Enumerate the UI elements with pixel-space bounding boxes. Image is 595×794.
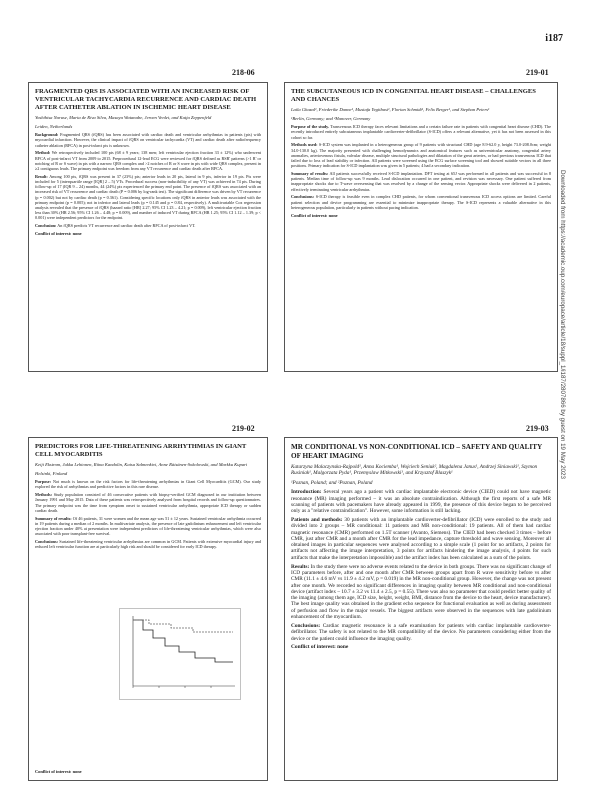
conflict-of-interest: Conflict of interest: none (291, 212, 338, 218)
conflict-of-interest: Conflict of interest: none (35, 769, 82, 774)
abstract-authors: Yoshihisa Naruse, Marta de Riva Silva, Masaya Watanabe, Jeroen Venlet, and Katja Zeppenfeld (35, 115, 212, 120)
abstract-paragraph: Results: In the study there were no adverse events related to the device in both groups. There was no significant change of ICD parameters before, after and one month after CMR between groups apart from R wave sensitivity before vs after CMR (11.1 ± 4.6 mV vs 11.9 ± 4.2 mV, p = 0.019) in the MR non-conditional group. However, the change was not present after one month. We recorded no significant differences in imaging quality between MR conditional and non-conditional device (artifact index – 10.7 ± 3.2 vs 11.4 ± 2.5, p = 0.55). There was also no parameter that could predict better quality of the imaging (among them age, ICD size, height, weight, BMI, distance from the device to the heart, device manufacturer). The best image quality was obtained in the gradient echo sequence for functional evaluation as well as during assessment of perfusion and flow in the major vessels. The biggest artifacts were observed in the sequences with late gadolinium enhancement of the myocardium. (291, 563, 552, 621)
abstract-authors: Keiji Ekstrom, Jukka Lehtonen, Riina Kandolin, Kaisa Salmenkivi, Anne Räisänen-Sokolowski, and Markku Kupari (35, 462, 248, 467)
figure-graphic (119, 608, 241, 700)
abstract-paragraph: Purpose: Not much is known on the risk factors for life-threatening arrhythmias in Giant Cell Myocarditis (GCM). Our study explored the risk of arrhythmias and predictive factors in this rare disease. (35, 479, 261, 490)
abstract-paragraph: Background: Fragmented QRS (fQRS) has been associated with cardiac death and ventricular arrhythmias in patients (pts) with myocardial infarction. However, the clinical impact of fQRS on ventricular tachycardia (VT) and cardiac death after radiofrequency catheter ablation (RFCA) in post-infarct pts is unknown. (35, 132, 261, 148)
abstract-box (284, 82, 558, 372)
abstract-authors: Katarzyna Malaczynska-Rajpold¹, Anna Kociemba¹, Wojciech Seniuk², Magdalena Janus¹, Andrzej Siniawski¹, Szymon Rusiniak¹, Malgorzata Pyda¹, Przemyslaw Mitkowski¹, and Krzysztof Blaszyk¹ (291, 464, 538, 477)
page-number: i187 (545, 33, 563, 44)
abstract-box (28, 437, 268, 781)
abstract-id: 218-06 (232, 68, 255, 77)
abstract-paragraph: Conclusions: Cardiac magnetic resonance is a safe examination for patients with cardiac implantable cardioverter-defibrillator. The safety is not related to the MR compatibility of the device. No parameters considering either from the device or the patient could influence the imaging quality. (291, 622, 551, 642)
abstract-paragraph: Method: We retrospectively included 100 pts (68 ± 9 years; 138 men; left ventricular ejection fraction 33 ± 12%) who underwent RFCA of post-infarct VT from 2009 to 2015. Preprocedural 12-lead ECG were reviewed for fQRS defined as RSR' patterns (>1 R' or notching of R or S wave) in pts with a narrow QRS complex and >2 notches of R or S wave in pts with wide QRS complex, present in ≥2 contiguous leads. The primary endpoint was freedom from any VT recurrence and cardiac death after RFCA. (35, 150, 261, 171)
abstract-box (28, 82, 268, 372)
conflict-of-interest: Conflict of interest: none (291, 644, 349, 651)
kaplan-meier-figure (119, 608, 241, 700)
abstract-affiliation: Leiden, Netherlands (35, 123, 73, 129)
abstract-paragraph: Purpose of the study. Transvenous ICD therapy faces relevant limitations and a certain failure rate in patients with congenital heart disease (CHD). The recently introduced entirely subcutaneous implantable cardioverter-defibrillator (S-ICD) offers a relevant alternative, yet it has not been assessed in this cohort so far. (291, 124, 551, 140)
abstract-id: 219-01 (526, 68, 549, 77)
abstract-paragraph: Conclusions: Sustained life-threatening ventricular arrhythmias are common in GCM. Patients with extensive myocardial injury and reduced left ventricular function are at particularly high risk and should be considered for early ICD therapy. (35, 539, 261, 550)
abstract-paragraph: Conclusion: An fQRS predicts VT recurrence and cardiac death after RFCA of post-infarct VT. (35, 223, 196, 229)
abstract-title: THE SUBCUTANEOUS ICD IN CONGENITAL HEART DISEASE – CHALLENGES AND CHANCES (291, 88, 536, 103)
abstract-title: FRAGMENTED QRS IS ASSOCIATED WITH AN INCREASED RISK OF VENTRICULAR TACHYCARDIA RECURRENCE AND CARDIAC DEATH AFTER CATHETER ABLATION IN ISCHEMIC HEART DISEASE (35, 88, 257, 111)
abstract-title: PREDICTORS FOR LIFE-THREATENING ARRHYTHMIAS IN GIANT CELL MYOCARDITIS (35, 443, 247, 458)
abstract-id: 219-03 (526, 424, 549, 433)
abstract-paragraph: Conclusions: S-ICD therapy is feasible even in complex CHD patients, for whom conventional transvenous ICD access options are limited. Careful patient selection and device programming are essential to minimize inappropriate therapy. The S-ICD represents a valuable alternative in this heterogeneous population, particularly in patients without pacing indication. (291, 194, 551, 210)
abstract-paragraph: Summary of results: Of 46 patients, 31 were women and the mean age was 51 ± 12 years. Sustained ventricular arrhythmia occurred in 19 patients during a median of 2 months. In multivariate analysis, the presence of late gadolinium enhancement and left ventricular ejection fraction under 40% at presentation were independent predictors of life-threatening ventricular arrhythmias, which were also associated with poor transplant-free survival. (35, 515, 262, 537)
abstract-box (284, 437, 558, 781)
conflict-of-interest: Conflict of interest: none (35, 231, 82, 237)
abstract-affiliation: ¹Berlin, Germany; and ²Hanover, Germany (291, 115, 371, 121)
abstract-paragraph: Methods: Study population consisted of 46 consecutive patients with biopsy-verified GCM diagnosed in our institution between January 1991 and May 2015. Data of these patients was retrospectively analysed from hospital records and follow-up questionnaires. The primary endpoint was the time from symptom onset to sustained ventricular arrhythmia, appropriate ICD therapy or sudden cardiac death. (35, 492, 261, 513)
abstract-id: 219-02 (232, 424, 255, 433)
abstract-paragraph: Methods used: S-ICD system was implanted in a heterogeneous group of 9 patients with structural CHD (age 8.9-62.0 y, height 73.0-208.0cm; weight 34.0-130.0 kg). The majority presented with challenging hemodynamics and anatomical features such as univentricular anatomy, congenital artery anomalies, arteriovenous fistula, valvular disease, multiple structural pathologies and dilatation of the great arteries, or had previous transvenous ICD that failed due to loss of lead stability or infection. All patients were screened using the ECG surface screening tool and showed suitable vectors in all three positions. Primary indication for S-ICD implantation was given in 5 patients; 4 had a secondary indication. (291, 142, 551, 169)
abstract-paragraph: Patients and methods: 30 patients with an implantable cardioverter-defibrillator (ICD) were enrolled to the study and divided into 2 groups – MR conditional: 11 patients and MR non-conditional: 19 patients. All of them had cardiac magnetic resonance (CMR) performed on 1.5T scanner (Avanto, Siemens). The CIED had been checked 3 times – before CMR, just after CMR and a month after CMR for the lead impedance, capture threshold and wave sensing. Moreover all obtained images in particular sequences were analysed according to a simple scale (1 point for no artifacts, 2 points for artifacts not affecting the image interpretation, 3 points for artifacts hindering the image analysis, 4 points for such artifacts that make the interpretation impossible) and the artifact index has been calculated as a sum of the points. (291, 517, 551, 561)
abstract-paragraph: Summary of results: All patients successfully received S-ICD implantation. DFT testing at 65J was performed in all patients and was successful in 8 patients. Median time of follow-up was 9 months. Lead dislocation occurred in one patient, and revision was necessary. One patient suffered from inappropriate shocks due to T-wave oversensing that was resolved by a change of the sensing vector. Appropriate shocks were delivered in 2 patients, effectively terminating ventricular arrhythmias. (291, 171, 551, 192)
abstract-affiliation: ¹Poznan, Poland; and ²Poznan, Poland (291, 479, 373, 486)
abstract-paragraph: Result: Among 100 pts, fQRS was present in 37 (23%) pts; anterior leads in 20 pts, lateral in 9 pts, inferior in 19 pts. Pts were included for 5 (interquartile range [IQR] 2 – 5) VTs. Procedural success (non-inducibility of any VT) was achieved in 74 pts. During follow-up of 17 (IQR 9 – 24) months, 44 (24%) pts experienced the primary end point. The presence of fQRS was associated with an increased risk of VT recurrence and cardiac death (P = 0.006 by log-rank test). The significant difference was driven by VT recurrence (p = 0.002) but not by cardiac death (p = 0.361). Considering specific locations only fQRS in anterior leads was associated with the primary endpoint (p = 0.005); not in inferior and lateral leads (p = 0.145 and p = 0.84, respectively). A multivariable Cox regression analysis revealed that the presence of fQRS (hazard ratio [HR] 2.27; 95% CI 1.23 – 4.21; p = 0.009), left ventricular ejection fraction less than 30% (HR 2.56; 95% CI 1.26 – 4.48; p = 0.009), and number of induced VT during RFCA (HR 1.25; 95% CI 1.12 – 1.39; p < 0.001) were independent predictors for the endpoint. (35, 173, 261, 221)
abstract-authors: Laila Ghazal¹, Friederike Danne¹, Mustafa Yegitbasi¹, Florian Schmidt¹, Felix Berger¹, and Stephan Peters¹ (291, 107, 490, 112)
abstract-paragraph: Introduction: Several years ago a patient with cardiac implantable electronic device (CIED) could not have magnetic resonance (MR) imaging performed – it was an absolute contraindication. Although the first reports of a safe MR scanning of patients with pacemakers have already appeared in 1999, the presence of this device began to be perceived only as a "relative contraindication". However, some information is still lacking. (291, 489, 551, 515)
abstract-title: MR CONDITIONAL VS NON-CONDITIONAL ICD – SAFETY AND QUALITY OF HEART IMAGING (291, 443, 542, 460)
download-note: Downloaded from https://academic.oup.com/europace/article/18/suppl_1/i187/2807866 by guest on 19 May 2023 (559, 170, 566, 479)
abstract-affiliation: Helsinki, Finland (35, 470, 68, 476)
